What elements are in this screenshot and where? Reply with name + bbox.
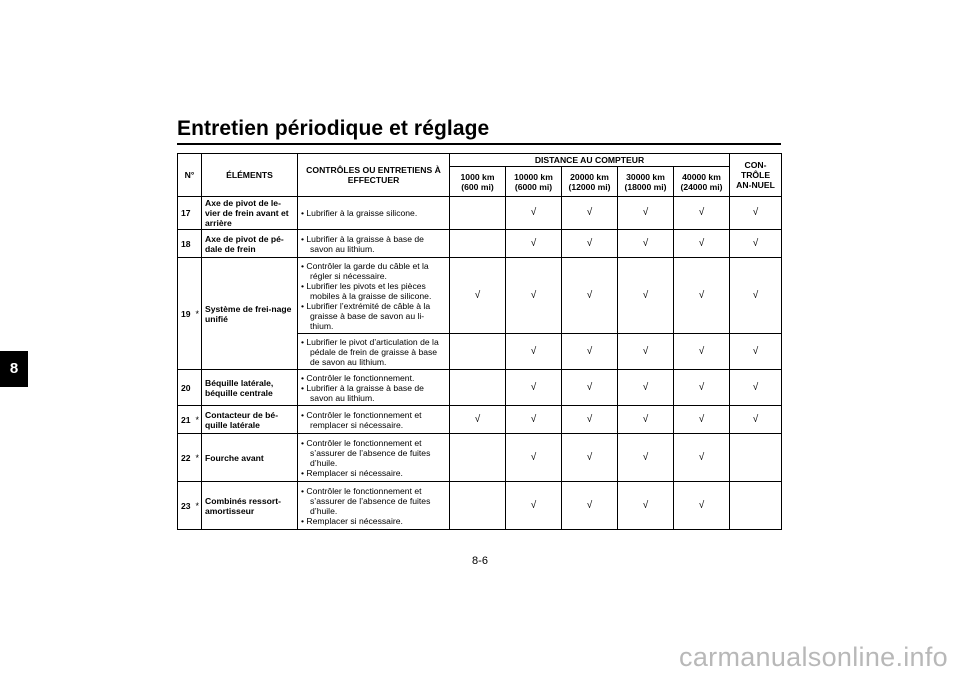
action-item: • Lubrifier les pivots et les pièces mobiles à la graisse de silicone. [301,281,446,301]
action-item: • Lubrifier à la graisse silicone. [301,208,446,218]
check-mark: √ [752,413,759,425]
check-mark: √ [752,289,759,301]
page-title: Entretien périodique et réglage [177,117,490,140]
action-item: • Remplacer si nécessaire. [301,516,446,526]
check-cell [506,482,562,530]
check-cell [730,230,782,258]
check-cell [506,370,562,406]
actions-cell [298,258,450,334]
check-mark: √ [474,413,481,425]
check-cell [674,258,730,334]
check-mark: √ [642,345,649,357]
check-cell [562,370,618,406]
check-cell [506,230,562,258]
actions-cell [298,230,450,258]
actions-cell [298,482,450,530]
check-mark: √ [642,289,649,301]
check-cell [618,406,674,434]
check-cell [562,434,618,482]
check-mark: √ [586,413,593,425]
check-cell [730,482,782,530]
table-row [178,406,782,434]
row-number: 21 [178,406,194,434]
header-distance-1 [506,167,562,197]
check-cell [618,482,674,530]
action-item: • Lubrifier le pivot d’articulation de la pédale de frein de graisse à base de savon au lithium. [301,337,446,367]
check-mark: √ [586,289,593,301]
check-cell [618,230,674,258]
check-mark: √ [530,381,537,393]
distance-mi: (12000 mi) [568,181,611,192]
periodic-star: * [194,406,202,434]
action-item: • Contrôler le fonctionnement et s’assurer de l’absence de fuites d’huile. [301,486,446,516]
header-elements: ÉLÉMENTS [202,154,298,197]
actions-list [301,234,446,254]
table-row [178,258,782,334]
check-cell [450,406,506,434]
actions-cell [298,370,450,406]
actions-list [301,261,446,331]
distance-mi: (6000 mi) [514,181,553,192]
check-cell [730,258,782,334]
row-number: 19 [178,258,194,370]
element-name: Axe de pivot de pé-dale de frein [202,230,298,258]
actions-list [301,438,446,478]
check-cell [618,258,674,334]
check-cell [506,258,562,334]
actions-cell [298,434,450,482]
check-mark: √ [586,499,593,511]
actions-list [301,486,446,526]
check-mark: √ [698,237,705,249]
watermark: carmanualsonline.info [679,642,948,672]
row-number: 22 [178,434,194,482]
action-item: • Contrôler le fonctionnement et s’assurer de l’absence de fuites d’huile. [301,438,446,468]
page-number: 8-6 [472,555,488,567]
distance-km: 1000 km [460,171,495,182]
check-cell [674,434,730,482]
check-cell [674,334,730,370]
check-mark: √ [530,451,537,463]
check-mark: √ [642,451,649,463]
actions-cell [298,197,450,230]
header-controls: CONTRÔLES OU ENTRETIENS À EFFECTUER [298,154,450,197]
check-mark: √ [642,207,649,218]
periodic-star [194,370,202,406]
check-cell [506,406,562,434]
check-mark: √ [586,451,593,463]
actions-list [301,208,446,218]
periodic-star: * [194,434,202,482]
distance-mi: (24000 mi) [680,181,723,192]
action-item: • Lubrifier l’extrémité de câble à la graisse à base de savon au li-thium. [301,301,446,331]
check-mark: √ [752,207,759,218]
check-cell [730,197,782,230]
check-cell [562,406,618,434]
check-mark: √ [752,345,759,357]
check-cell [562,482,618,530]
table-row [178,370,782,406]
check-cell [674,197,730,230]
check-cell [674,406,730,434]
action-item: • Contrôler le fonctionnement et remplacer si nécessaire. [301,410,446,430]
check-cell [506,197,562,230]
element-name: Béquille latérale, béquille centrale [202,370,298,406]
periodic-star: * [194,482,202,530]
check-mark: √ [698,413,705,425]
check-cell [730,334,782,370]
actions-list [301,337,446,367]
check-cell [562,197,618,230]
check-mark: √ [642,499,649,511]
check-mark: √ [698,207,705,218]
distance-km: 40000 km [682,171,721,182]
check-cell [450,258,506,334]
distance-mi: (18000 mi) [624,181,667,192]
distance-km: 30000 km [626,171,665,182]
check-mark: √ [642,237,649,249]
header-distance-4 [674,167,730,197]
check-cell [674,370,730,406]
check-cell [674,230,730,258]
actions-cell [298,334,450,370]
periodic-star: * [194,258,202,370]
check-cell [506,334,562,370]
header-distance-0 [450,167,506,197]
check-cell [618,370,674,406]
row-number: 23 [178,482,194,530]
check-mark: √ [698,345,705,357]
check-cell [618,197,674,230]
header-distance-2 [562,167,618,197]
element-name: Fourche avant [202,434,298,482]
actions-list [301,410,446,430]
header-no: N° [178,154,202,197]
action-item: • Lubrifier à la graisse à base de savon au lithium. [301,234,446,254]
check-cell [562,334,618,370]
check-cell [450,370,506,406]
actions-list [301,373,446,403]
check-cell [730,434,782,482]
distance-mi: (600 mi) [461,181,494,192]
check-mark: √ [752,237,759,249]
actions-cell [298,406,450,434]
periodic-star [194,197,202,230]
element-name: Contacteur de bé-quille latérale [202,406,298,434]
row-number: 20 [178,370,194,406]
check-cell [562,258,618,334]
check-cell [450,197,506,230]
check-mark: √ [530,289,537,301]
check-cell [450,482,506,530]
header-distance-3 [618,167,674,197]
check-mark: √ [698,381,705,393]
action-item: • Remplacer si nécessaire. [301,468,446,478]
chapter-tab: 8 [0,351,28,387]
check-cell [674,482,730,530]
check-mark: √ [642,413,649,425]
table-row [178,230,782,258]
check-mark: √ [586,345,593,357]
row-number: 18 [178,230,194,258]
check-mark: √ [530,207,537,218]
check-mark: √ [698,451,705,463]
check-mark: √ [698,499,705,511]
check-mark: √ [586,381,593,393]
check-cell [618,334,674,370]
element-name: Système de frei-nage unifié [202,258,298,370]
check-mark: √ [530,499,537,511]
table-row [178,482,782,530]
periodic-star [194,230,202,258]
check-cell [730,406,782,434]
check-mark: √ [530,413,537,425]
element-name: Axe de pivot de le-vier de frein avant et arrière [202,197,298,230]
check-cell [730,370,782,406]
action-item: • Contrôler le fonctionnement. [301,373,446,383]
check-mark: √ [530,237,537,249]
check-cell [450,334,506,370]
check-cell [450,230,506,258]
table-row [178,434,782,482]
check-mark: √ [586,207,593,218]
check-cell [450,434,506,482]
title-rule [177,143,781,145]
check-mark: √ [530,345,537,357]
check-mark: √ [474,289,481,301]
action-item: • Lubrifier à la graisse à base de savon au lithium. [301,383,446,403]
header-annual: CON-TRÔLE AN-NUEL [730,154,782,197]
check-mark: √ [698,289,705,301]
distance-km: 10000 km [514,171,553,182]
maintenance-table [177,153,782,530]
row-number: 17 [178,197,194,230]
distance-km: 20000 km [570,171,609,182]
check-cell [618,434,674,482]
action-item: • Contrôler la garde du câble et la régler si nécessaire. [301,261,446,281]
check-cell [506,434,562,482]
check-mark: √ [586,237,593,249]
check-cell [562,230,618,258]
check-mark: √ [642,381,649,393]
check-mark: √ [752,381,759,393]
table-row [178,197,782,230]
header-distance-group: DISTANCE AU COMPTEUR [450,154,730,167]
element-name: Combinés ressort-amortisseur [202,482,298,530]
